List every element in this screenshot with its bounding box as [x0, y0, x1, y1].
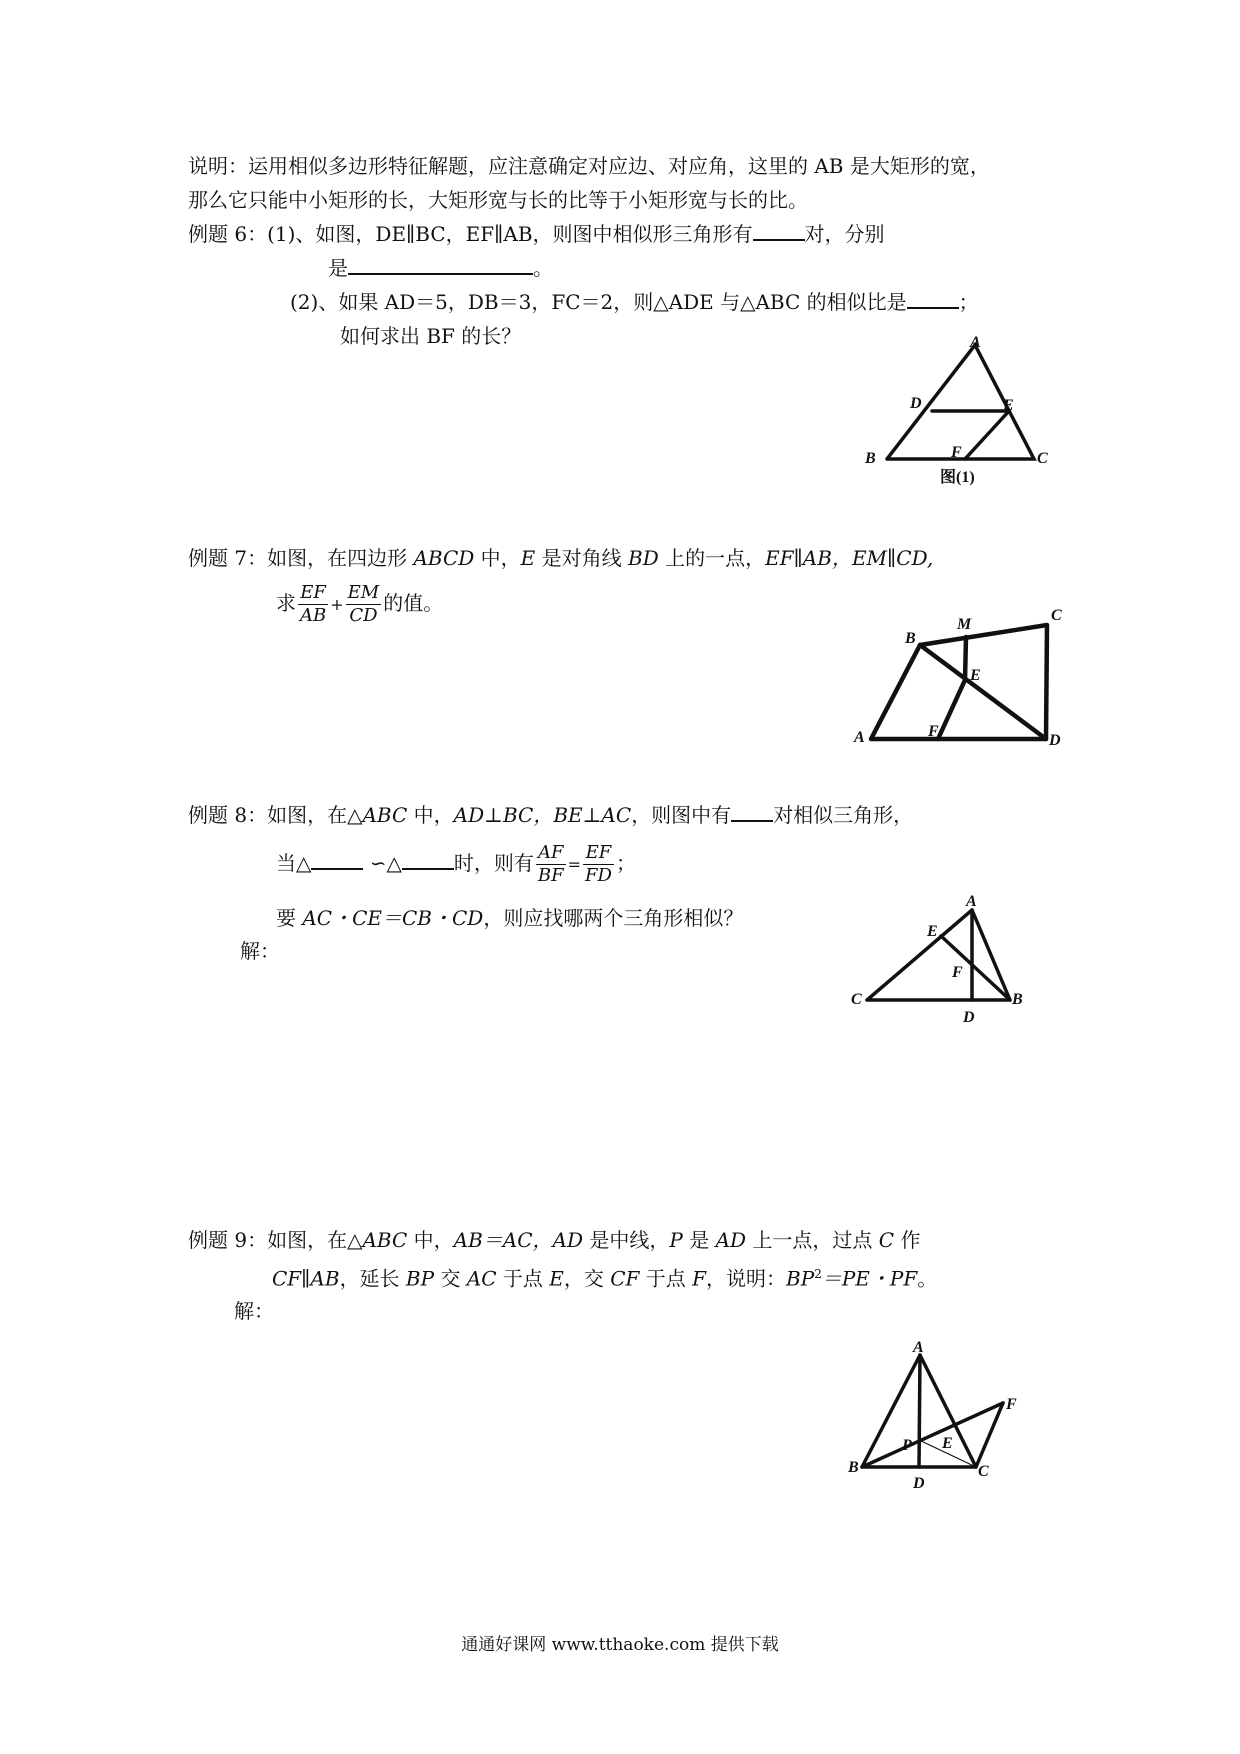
note-line-1: 说明：运用相似多边形特征解题，应注意确定对应边、对应角，这里的 AB 是大矩形的宽， — [188, 154, 990, 178]
figure-caption: 图(1) — [940, 469, 975, 486]
label-m: M — [957, 616, 972, 633]
example-8-solution-label: 解： — [240, 939, 280, 963]
example-7-line-2: 求 $\frac{EF}{AB}$ + $\frac{EM}{CD}$ 的值。 — [276, 582, 444, 626]
example-9-line-2: CF∥AB，延长 BP 交 AC 于点 E，交 CF 于点 F，说明：$BP^2=PE$・PF。 — [272, 1266, 938, 1291]
label-c: C — [978, 1463, 989, 1480]
label-f: F — [951, 444, 962, 461]
label-p: P — [902, 1437, 912, 1454]
example-6-line-4: 如何求出 BF 的长？ — [340, 324, 522, 348]
example-8-line-3: 要 AC・CE＝CB・CD，则应找哪两个三角形相似？ — [276, 906, 744, 930]
example-6-line-3: (2)、如果 AD＝5，DB＝3，FC＝2，则△ADE 与△ABC 的相似比是 ； — [290, 290, 979, 314]
label-b: B — [1012, 991, 1023, 1008]
label-d: D — [913, 1475, 925, 1492]
fraction-em-cd: $\frac{EM}{CD}$ — [347, 582, 380, 626]
median-ad — [919, 1355, 920, 1467]
label-b: B — [865, 450, 876, 467]
label-a: A — [970, 334, 981, 351]
label-c: C — [851, 991, 862, 1008]
page-footer: 通通好课网 www.tthaoke.com 提供下载 — [461, 1635, 779, 1655]
label-e: E — [1003, 397, 1014, 414]
label-d: D — [963, 1009, 975, 1026]
label-a: A — [966, 893, 977, 910]
example-7-line-1: 例题 7：如图，在四边形 ABCD 中，E 是对角线 BD 上的一点，EF∥AB，EM∥CD, — [188, 546, 934, 570]
example-9-line-1: 例题 9：如图，在△ABC 中，AB＝AC，AD 是中线，P 是 AD 上一点，过点 C 作 — [188, 1228, 921, 1252]
example-9-label: 例题 9： — [188, 1228, 268, 1252]
fraction-af-bf: $\frac{AF}{BF}$ — [537, 842, 564, 886]
example-7-label: 例题 7： — [188, 546, 268, 570]
example-6-label: 例题 6： — [188, 222, 268, 246]
label-b: B — [905, 630, 916, 647]
example-6-line-2: 是 。 — [328, 256, 553, 280]
example-9-solution-label: 解： — [234, 1299, 274, 1323]
label-e: E — [942, 1435, 953, 1452]
example-8-line-1: 例题 8：如图，在△ABC 中，AD⊥BC，BE⊥AC，则图中有 对相似三角形， — [188, 803, 914, 827]
fraction-ef-ab: $\frac{EF}{AB}$ — [300, 582, 327, 626]
note-line-2: 那么它只能中小矩形的长，大矩形宽与长的比等于小矩形宽与长的比。 — [188, 188, 808, 212]
label-d: D — [1049, 732, 1061, 749]
label-c: C — [1051, 607, 1062, 624]
label-e: E — [927, 923, 938, 940]
label-c: C — [1037, 450, 1048, 467]
label-f: F — [928, 723, 939, 740]
label-f: F — [952, 964, 963, 981]
label-b: B — [848, 1459, 859, 1476]
example-8-line-2: 当△ ∽△ 时，则有 $\frac{AF}{BF}$ = $\frac{EF}{FD}$ ； — [276, 842, 636, 886]
label-f: F — [1006, 1396, 1017, 1413]
example-8-label: 例题 8： — [188, 803, 268, 827]
label-a: A — [913, 1339, 924, 1356]
fraction-ef-fd: $\frac{EF}{FD}$ — [585, 842, 612, 886]
label-a: A — [854, 729, 865, 746]
example-6-line-1: 例题 6：(1)、如图，DE∥BC，EF∥AB，则图中相似形三角形有 对，分别 — [188, 222, 885, 246]
label-d: D — [910, 395, 922, 412]
label-e: E — [970, 667, 981, 684]
